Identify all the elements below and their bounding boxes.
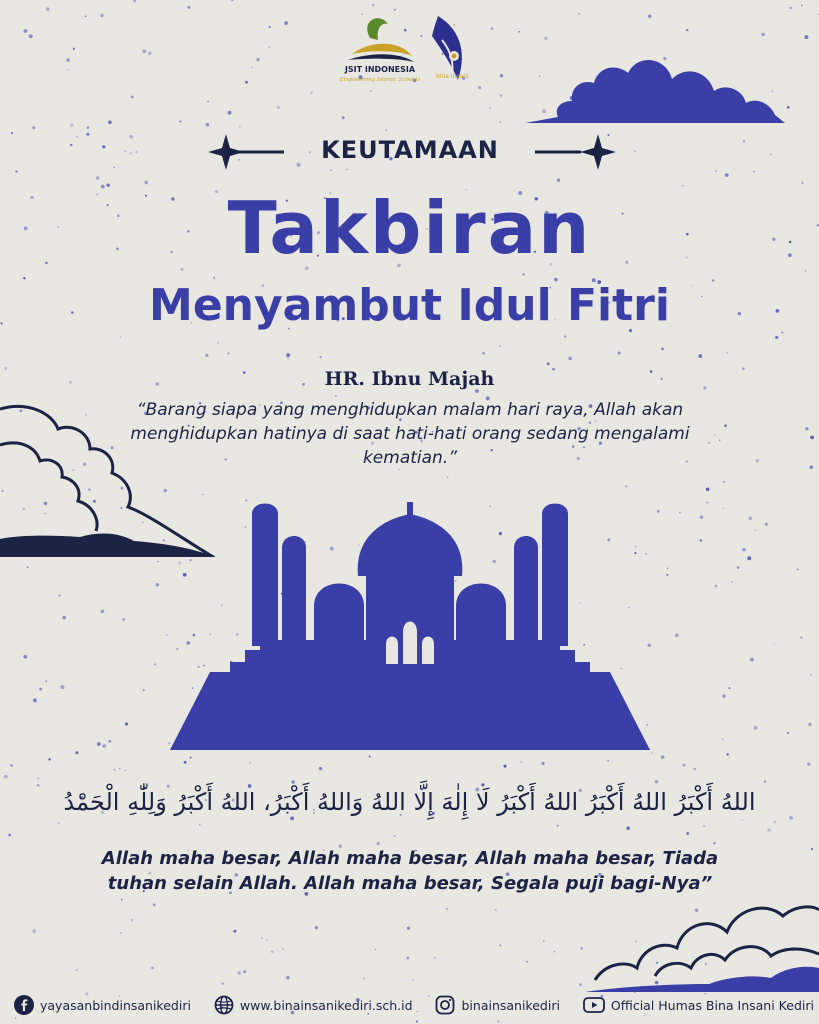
speckle-dot <box>787 732 789 734</box>
speckle-dot <box>714 434 715 435</box>
speckle-dot <box>24 29 28 33</box>
speckle-dot <box>543 940 544 941</box>
speckle-dot <box>732 581 733 582</box>
speckle-dot <box>801 182 803 184</box>
speckle-dot <box>805 270 806 271</box>
hadith-source: HR. Ibnu Majah <box>324 368 495 390</box>
speckle-dot <box>700 539 703 542</box>
speckle-dot <box>37 778 39 780</box>
speckle-dot <box>749 517 752 520</box>
speckle-dot <box>217 342 219 344</box>
speckle-dot <box>715 585 718 588</box>
globe-icon <box>214 995 234 1015</box>
speckle-dot <box>700 515 703 518</box>
speckle-dot <box>156 583 159 586</box>
speckle-dot <box>291 780 294 783</box>
speckle-dot <box>120 932 122 934</box>
speckle-dot <box>269 46 270 47</box>
speckle-dot <box>447 477 449 479</box>
speckle-dot <box>554 951 556 953</box>
speckle-dot <box>101 610 105 614</box>
speckle-dot <box>213 277 215 279</box>
speckle-dot <box>775 336 778 339</box>
jsit-logo <box>339 18 421 83</box>
speckle-dot <box>773 644 774 645</box>
speckle-dot <box>808 723 811 726</box>
speckle-dot <box>243 970 246 973</box>
speckle-dot <box>407 927 410 930</box>
speckle-dot <box>557 179 560 182</box>
sparkle-icon <box>580 134 616 170</box>
speckle-dot <box>809 465 813 469</box>
speckle-dot <box>143 689 145 691</box>
speckle-dot <box>335 395 337 397</box>
speckle-dot <box>97 742 101 746</box>
speckle-dot <box>286 976 290 980</box>
footer-facebook[interactable] <box>14 995 191 1015</box>
takbir-translation: Allah maha besar, Allah maha besar, Allah maha besar, Tiada tuhan selain Allah. Allah maha besar, Segala puji bagi-Nya” <box>101 848 719 894</box>
speckle-dot <box>679 512 681 514</box>
speckle-dot <box>121 899 123 901</box>
speckle-dot <box>261 937 263 939</box>
divider-line-right <box>535 151 581 154</box>
speckle-dot <box>765 523 768 526</box>
speckle-dot <box>800 637 802 639</box>
speckle-dot <box>655 780 658 783</box>
speckle-dot <box>122 618 125 621</box>
footer <box>14 992 814 1018</box>
page-title: Takbiran <box>227 186 592 270</box>
speckle-dot <box>310 91 313 94</box>
speckle-dot <box>518 31 520 33</box>
speckle-dot <box>73 48 75 50</box>
speckle-dot <box>108 121 112 125</box>
speckle-dot <box>774 821 776 823</box>
speckle-dot <box>807 762 811 766</box>
speckle-dot <box>85 15 87 17</box>
speckle-dot <box>238 971 241 974</box>
footer-youtube[interactable] <box>583 996 814 1014</box>
speckle-dot <box>206 123 209 126</box>
cloud-top-right <box>520 45 790 130</box>
speckle-dot <box>271 951 273 953</box>
speckle-dot <box>755 530 756 531</box>
speckle-dot <box>8 834 11 837</box>
speckle-dot <box>535 7 536 8</box>
speckle-dot <box>102 744 106 748</box>
hadith-quote: “Barang siapa yang menghidupkan malam hari raya, Allah akan menghidupkan hatinya di saat hati-hati orang sedang mengalami kematian.” <box>130 400 690 468</box>
footer-facebook-label: yayasanbindinsanikediri <box>40 997 191 1013</box>
speckle-dot <box>187 6 190 9</box>
page-subtitle: Menyambut Idul Fitri <box>149 280 670 331</box>
speckle-dot <box>723 481 725 483</box>
speckle-dot <box>228 111 232 115</box>
speckle-dot <box>125 722 128 725</box>
speckle-dot <box>113 769 115 771</box>
speckle-dot <box>370 90 372 92</box>
youtube-icon <box>583 996 605 1014</box>
svg-text:bina insani: bina insani <box>436 73 469 80</box>
speckle-dot <box>811 848 813 850</box>
speckle-dot <box>499 944 501 946</box>
speckle-dot <box>521 761 523 763</box>
speckle-dot <box>131 96 134 99</box>
speckle-dot <box>394 835 396 837</box>
speckle-dot <box>557 825 559 827</box>
speckle-dot <box>287 358 288 359</box>
speckle-dot <box>503 765 506 768</box>
bina-insani-logo <box>432 16 469 80</box>
speckle-dot <box>618 352 621 355</box>
speckle-dot <box>661 755 665 759</box>
speckle-dot <box>100 14 103 17</box>
speckle-dot <box>500 74 504 78</box>
speckle-dot <box>315 926 318 929</box>
speckle-dot <box>142 49 146 53</box>
speckle-dot <box>179 120 181 122</box>
speckle-dot <box>284 21 288 25</box>
speckle-dot <box>742 548 746 552</box>
speckle-dot <box>290 817 294 821</box>
speckle-dot <box>221 982 223 984</box>
speckle-dot <box>39 688 42 691</box>
speckle-dot <box>547 362 550 365</box>
speckle-dot <box>154 663 156 665</box>
speckle-dot <box>810 435 814 439</box>
speckle-dot <box>706 502 708 504</box>
speckle-dot <box>489 107 490 108</box>
speckle-dot <box>607 760 609 762</box>
speckle-dot <box>724 424 727 427</box>
speckle-dot <box>131 919 134 922</box>
speckle-dot <box>48 758 50 760</box>
speckle-dot <box>698 354 702 358</box>
speckle-dot <box>578 13 580 15</box>
speckle-dot <box>781 331 783 333</box>
footer-youtube-label: Official Humas Bina Insani Kediri <box>610 997 814 1013</box>
speckle-dot <box>199 824 201 826</box>
speckle-dot <box>144 181 148 185</box>
speckle-dot <box>58 595 60 597</box>
logo-group <box>330 10 490 90</box>
speckle-dot <box>58 822 60 824</box>
speckle-dot <box>522 273 524 275</box>
footer-instagram[interactable] <box>435 995 559 1015</box>
instagram-icon <box>435 995 455 1015</box>
speckle-dot <box>764 780 766 782</box>
speckle-dot <box>661 348 664 351</box>
speckle-dot <box>66 58 70 62</box>
speckle-dot <box>797 568 799 570</box>
speckle-dot <box>205 354 208 357</box>
speckle-dot <box>133 0 136 2</box>
speckle-dot <box>500 94 502 96</box>
speckle-dot <box>190 757 192 759</box>
speckle-dot <box>626 826 630 830</box>
speckle-dot <box>375 949 376 950</box>
footer-website-label: www.binainsanikediri.sch.id <box>239 997 413 1013</box>
speckle-dot <box>737 566 740 569</box>
speckle-dot <box>703 825 704 826</box>
speckle-dot <box>755 459 759 463</box>
speckle-dot <box>750 658 754 662</box>
speckle-dot <box>789 816 793 820</box>
mosque-silhouette <box>160 492 660 754</box>
speckle-dot <box>377 842 380 845</box>
kicker-label: KEUTAMAAN <box>321 136 499 164</box>
speckle-dot <box>412 979 414 981</box>
speckle-dot <box>10 764 13 767</box>
speckle-dot <box>667 568 668 569</box>
speckle-dot <box>320 356 322 358</box>
speckle-dot <box>693 768 696 771</box>
speckle-dot <box>568 357 572 361</box>
footer-instagram-label: binainsanikediri <box>461 997 560 1013</box>
facebook-icon <box>14 995 34 1015</box>
speckle-dot <box>544 37 547 40</box>
speckle-dot <box>75 751 78 754</box>
speckle-dot <box>482 352 485 355</box>
speckle-dot <box>153 904 156 907</box>
speckle-dot <box>580 947 583 950</box>
speckle-dot <box>277 106 280 109</box>
speckle-dot <box>125 770 127 772</box>
speckle-dot <box>686 29 688 31</box>
speckle-dot <box>76 969 78 971</box>
takbir-arabic: اللهُ أَكْبَرُ اللهُ أَكْبَرُ اللهُ أَكْبَرُ لَا إِلٰهَ إِلَّا اللهُ وَاللهُ أَكْبَرُ، اللهُ أَكْبَرُ وَلِلّٰهِ الْحَمْدُ <box>63 788 756 816</box>
speckle-dot <box>790 7 792 9</box>
speckle-dot <box>286 353 290 357</box>
speckle-dot <box>686 832 689 835</box>
speckle-dot <box>369 756 371 758</box>
speckle-dot <box>719 440 720 441</box>
speckle-dot <box>817 14 818 15</box>
speckle-dot <box>434 957 435 958</box>
speckle-dot <box>406 957 409 960</box>
speckle-dot <box>32 929 36 933</box>
speckle-dot <box>148 51 152 55</box>
speckle-dot <box>256 58 259 61</box>
speckle-dot <box>713 842 715 844</box>
speckle-dot <box>683 764 686 767</box>
speckle-dot <box>342 116 345 119</box>
speckle-dot <box>151 967 154 970</box>
speckle-dot <box>23 655 27 659</box>
speckle-dot <box>108 740 111 743</box>
speckle-dot <box>564 336 566 338</box>
speckle-dot <box>446 908 448 910</box>
speckle-dot <box>245 81 248 84</box>
speckle-dot <box>231 0 233 1</box>
speckle-dot <box>761 33 765 37</box>
speckle-dot <box>675 633 679 637</box>
speckle-dot <box>801 5 802 6</box>
speckle-dot <box>706 488 710 492</box>
speckle-dot <box>33 698 37 702</box>
speckle-dot <box>810 674 812 676</box>
speckle-dot <box>37 784 40 787</box>
speckle-dot <box>767 828 770 831</box>
speckle-dot <box>252 67 253 68</box>
speckle-dot <box>60 685 64 689</box>
speckle-dot <box>249 762 251 764</box>
speckle-dot <box>62 616 66 620</box>
divider-line-left <box>238 151 284 154</box>
speckle-dot <box>416 1021 418 1023</box>
speckle-dot <box>804 35 808 39</box>
speckle-dot <box>481 783 484 786</box>
cloud-bottom-right <box>585 880 819 995</box>
speckle-dot <box>805 427 808 430</box>
speckle-dot <box>319 767 322 770</box>
speckle-dot <box>499 345 500 346</box>
speckle-dot <box>728 687 730 689</box>
speckle-dot <box>283 948 284 949</box>
speckle-dot <box>4 775 8 779</box>
speckle-dot <box>119 768 121 770</box>
speckle-dot <box>723 508 724 509</box>
speckle-dot <box>29 34 33 38</box>
speckle-dot <box>228 352 230 354</box>
speckle-dot <box>495 909 497 911</box>
speckle-dot <box>727 352 729 354</box>
speckle-dot <box>497 1020 500 1023</box>
speckle-dot <box>363 978 365 980</box>
speckle-dot <box>754 726 758 730</box>
speckle-dot <box>499 121 501 123</box>
svg-text:Empowering Islamic Schools: Empowering Islamic Schools <box>339 77 421 83</box>
footer-website[interactable] <box>214 995 413 1015</box>
speckle-dot <box>46 7 49 10</box>
speckle-dot <box>541 762 544 765</box>
svg-text:JSIT INDONESIA: JSIT INDONESIA <box>344 65 416 74</box>
speckle-dot <box>184 761 187 764</box>
speckle-dot <box>742 819 743 820</box>
speckle-dot <box>579 983 582 986</box>
speckle-dot <box>45 680 47 682</box>
speckle-dot <box>722 739 723 740</box>
speckle-dot <box>372 4 375 7</box>
speckle-dot <box>727 753 729 755</box>
speckle-dot <box>233 930 236 933</box>
speckle-dot <box>526 961 527 962</box>
speckle-dot <box>268 26 270 28</box>
speckle-dot <box>747 556 751 560</box>
speckle-dot <box>70 123 73 126</box>
speckle-dot <box>491 27 494 30</box>
speckle-dot <box>207 101 208 102</box>
speckle-dot <box>266 939 268 941</box>
speckle-dot <box>648 15 651 18</box>
speckle-dot <box>120 336 122 338</box>
speckle-dot <box>666 574 668 576</box>
speckle-dot <box>625 485 628 488</box>
speckle-dot <box>722 694 725 697</box>
speckle-dot <box>67 69 69 71</box>
